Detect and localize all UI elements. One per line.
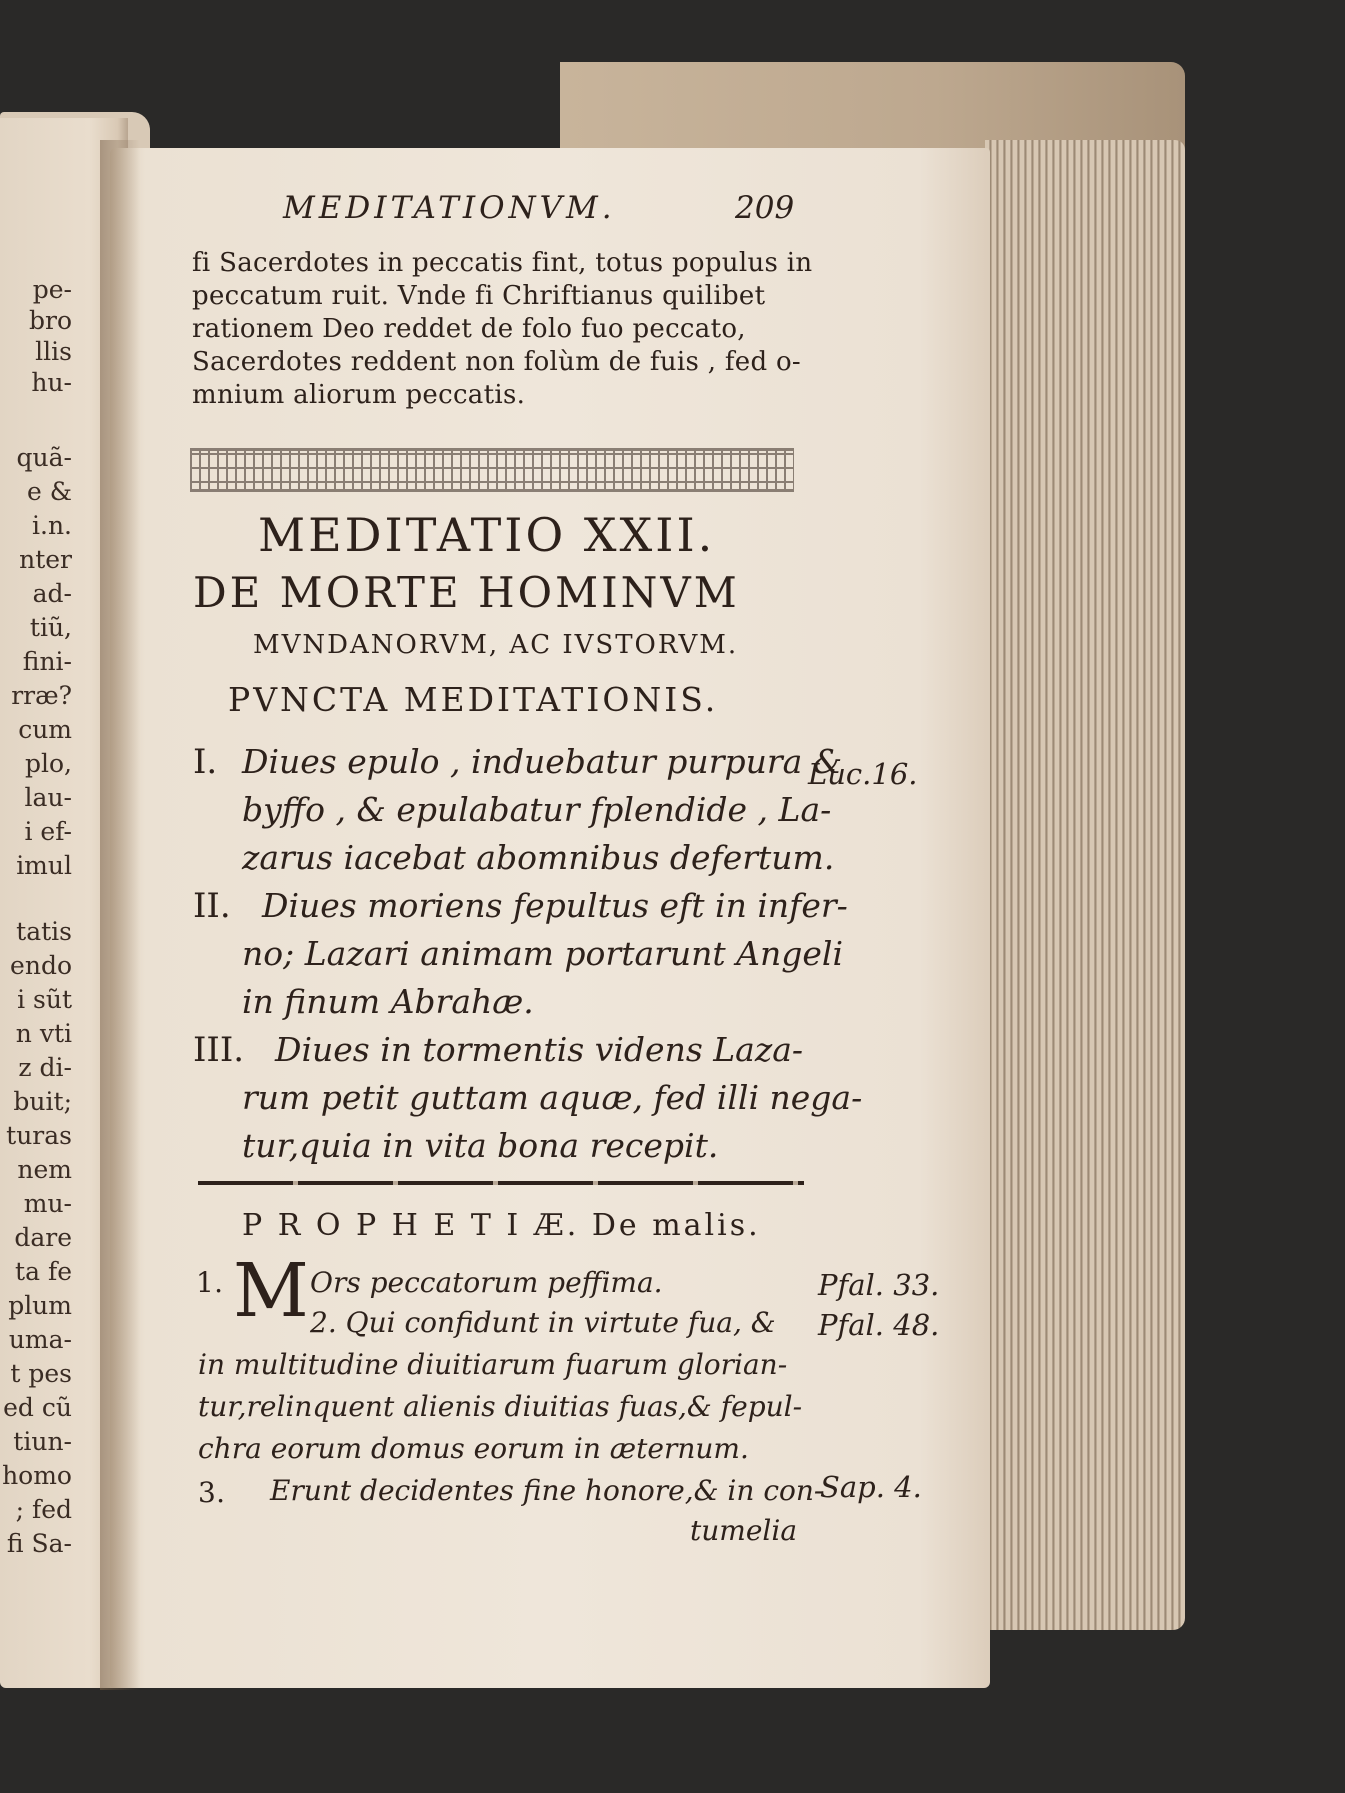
left-fragment: llis bbox=[35, 337, 72, 366]
left-fragment: hu- bbox=[31, 368, 72, 397]
left-fragment: i.n. bbox=[32, 511, 72, 540]
left-fragment: homo bbox=[2, 1461, 72, 1490]
left-fragment: tatis bbox=[16, 917, 72, 946]
margin-reference: Pfal. 48. bbox=[818, 1308, 940, 1342]
prophecy-line: chra eorum domus eorum in æternum. bbox=[198, 1432, 749, 1465]
left-fragment: t pes bbox=[10, 1359, 72, 1388]
running-header: MEDITATIONVM. bbox=[283, 190, 616, 226]
left-fragment: buit; bbox=[13, 1087, 72, 1116]
left-fragment: tiun- bbox=[13, 1427, 72, 1456]
left-fragment: mu- bbox=[23, 1189, 72, 1218]
prophecy-line: in multitudine diuitiarum fuarum glorian- bbox=[198, 1348, 788, 1381]
gutter-shadow bbox=[100, 140, 140, 1690]
left-fragment: cum bbox=[18, 715, 72, 744]
section-divider bbox=[198, 1181, 804, 1185]
left-fragment: n vti bbox=[15, 1019, 72, 1048]
point-line: Diues moriens fepultus eft in infer- bbox=[262, 886, 848, 925]
page-edges bbox=[985, 140, 1185, 1630]
body-line: fi Sacerdotes in peccatis fint, totus populus in bbox=[192, 248, 813, 278]
margin-reference: Luc.16. bbox=[808, 757, 918, 791]
point-number: I. bbox=[193, 742, 218, 782]
left-fragment: plo, bbox=[25, 749, 72, 778]
left-fragment: e & bbox=[27, 477, 72, 506]
meditation-title: MEDITATIO XXII. bbox=[258, 508, 716, 562]
left-fragment: plum bbox=[8, 1291, 72, 1320]
body-line: peccatum ruit. Vnde fi Chriftianus quilibet bbox=[192, 281, 766, 311]
left-fragment: bro bbox=[28, 306, 72, 335]
left-fragment: ; fed bbox=[15, 1495, 72, 1524]
prophecy-line: 2. Qui confidunt in virtute fua, & bbox=[310, 1306, 776, 1339]
margin-reference: Sap. 4. bbox=[820, 1470, 922, 1504]
meditation-subtitle: DE MORTE HOMINVM bbox=[193, 568, 740, 617]
left-fragment: nter bbox=[19, 545, 72, 574]
left-fragment: z di- bbox=[18, 1053, 72, 1082]
body-line: Sacerdotes reddent non folùm de fuis , fed o- bbox=[192, 347, 802, 377]
point-line: zarus iacebat abomnibus defertum. bbox=[242, 838, 835, 877]
left-fragment: ad- bbox=[32, 579, 72, 608]
margin-reference: Pfal. 33. bbox=[818, 1268, 940, 1302]
left-fragment: tiũ, bbox=[29, 613, 72, 642]
prophecy-line: Erunt decidentes fine honore,& in con- bbox=[270, 1474, 824, 1507]
puncta-heading: PVNCTA MEDITATIONIS. bbox=[228, 680, 719, 719]
left-fragment: quã- bbox=[16, 443, 72, 472]
prophecy-number: 1. bbox=[196, 1266, 224, 1299]
point-line: Diues in tormentis videns Laza- bbox=[275, 1030, 804, 1069]
point-line: rum petit guttam aquæ, fed illi nega- bbox=[242, 1078, 863, 1117]
point-line: tur,quia in vita bona recepit. bbox=[242, 1126, 719, 1165]
prophecy-line: Ors peccatorum peffima. bbox=[310, 1266, 663, 1299]
left-fragment: turas bbox=[6, 1121, 72, 1150]
left-fragment: imul bbox=[16, 851, 72, 880]
catchword: tumelia bbox=[690, 1514, 798, 1547]
point-line: in finum Abrahæ. bbox=[242, 982, 534, 1021]
left-fragment: ta fe bbox=[15, 1257, 72, 1286]
point-number: III. bbox=[193, 1030, 245, 1070]
prophecy-line: tur,relinquent alienis diuitias fuas,& fepul- bbox=[198, 1390, 803, 1423]
prophetiae-heading: P R O P H E T I Æ. De malis. bbox=[242, 1208, 761, 1243]
body-line: mnium aliorum peccatis. bbox=[192, 380, 526, 410]
drop-capital: M bbox=[233, 1248, 309, 1334]
left-fragment: uma- bbox=[8, 1325, 72, 1354]
prophecy-number: 3. bbox=[198, 1476, 226, 1509]
left-fragment: nem bbox=[17, 1155, 72, 1184]
point-number: II. bbox=[193, 886, 231, 926]
left-fragment: i ef- bbox=[24, 817, 72, 846]
left-fragment: ed cũ bbox=[3, 1393, 72, 1422]
left-fragment: fi Sa- bbox=[6, 1529, 72, 1558]
left-fragment: dare bbox=[14, 1223, 72, 1252]
meditation-subtitle-2: MVNDANORVM, AC IVSTORVM. bbox=[253, 630, 739, 660]
point-line: no; Lazari animam portarunt Angeli bbox=[242, 934, 844, 973]
left-fragment: pe- bbox=[32, 275, 72, 304]
left-fragment: endo bbox=[10, 951, 72, 980]
page-number: 209 bbox=[735, 190, 795, 226]
decorative-ornament-band bbox=[190, 448, 794, 492]
left-fragment: i sũt bbox=[17, 985, 72, 1014]
left-fragment: lau- bbox=[24, 783, 72, 812]
body-line: rationem Deo reddet de folo fuo peccato, bbox=[192, 314, 746, 344]
point-line: byffo , & epulabatur fplendide , La- bbox=[242, 790, 832, 829]
left-fragment: fini- bbox=[22, 647, 72, 676]
left-fragment: rræ? bbox=[11, 681, 72, 710]
point-line: Diues epulo , induebatur purpura & bbox=[242, 742, 843, 781]
